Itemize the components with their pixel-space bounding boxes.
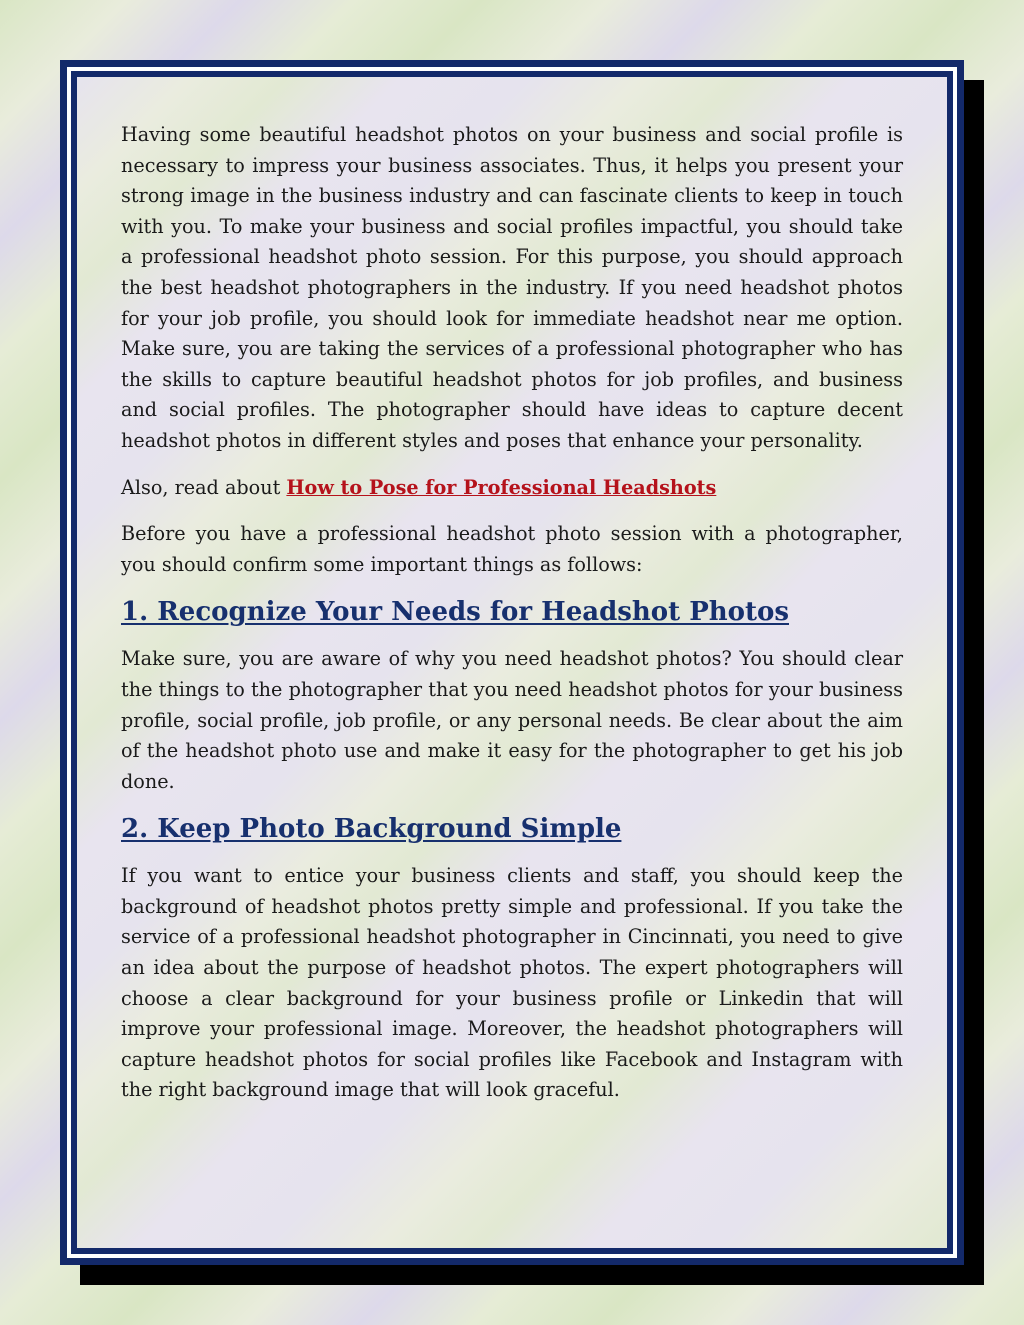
frame-white-ring xyxy=(67,67,957,1258)
lead-in-paragraph: Before you have a professional headshot photo session with a photographer, you should confirm some important things as follows: xyxy=(121,522,903,576)
section-2-body: If you want to entice your business clients and staff, you should keep the background of headshot photos pretty simple and professional. If you take the service of a professional headshot photographer in Cincinnati, you need to give an idea about the purpose of headshot photos. The expert photographers will choose a clear background for your business profile or Linkedin that will improve your professional image. Moreover, the headshot photographers will capture headshot photos for social profiles like Facebook and Instagram with the right background image that will look graceful. xyxy=(121,864,903,1102)
frame-inner-ring xyxy=(71,71,953,1254)
page-body xyxy=(77,77,947,1248)
section-2-heading: 2. Keep Photo Background Simple xyxy=(121,814,622,845)
page-frame xyxy=(60,60,964,1265)
also-read-prefix: Also, read about xyxy=(121,475,281,499)
article xyxy=(121,120,903,1106)
intro-paragraph: Having some beautiful headshot photos on your business and social profile is necessary to impress your business associates. Thus, it helps you present your strong image in the business industry and can fascinate clients to keep in touch with you. To make your business and social profiles impactful, you should take a professional headshot photo session. For this purpose, you should approach the best headshot photographers in the industry. If you need headshot photos for your job profile, you should look for immediate headshot near me option. Make sure, you are taking the services of a professional photographer who has the skills to capture beautiful headshot photos for job profiles, and business and social profiles. The photographer should have ideas to capture decent headshot photos in different styles and poses that enhance your personality. xyxy=(121,123,903,452)
section-1-heading: 1. Recognize Your Needs for Headshot Photos xyxy=(121,597,789,628)
also-read-line xyxy=(121,473,903,504)
pose-guide-link[interactable]: How to Pose for Professional Headshots xyxy=(286,475,717,499)
section-1-body: Make sure, you are aware of why you need headshot photos? You should clear the things to the photographer that you need headshot photos for your business profile, social profile, job profile, or any personal needs. Be clear about the aim of the headshot photo use and make it easy for the photographer to get his job done. xyxy=(121,647,903,793)
